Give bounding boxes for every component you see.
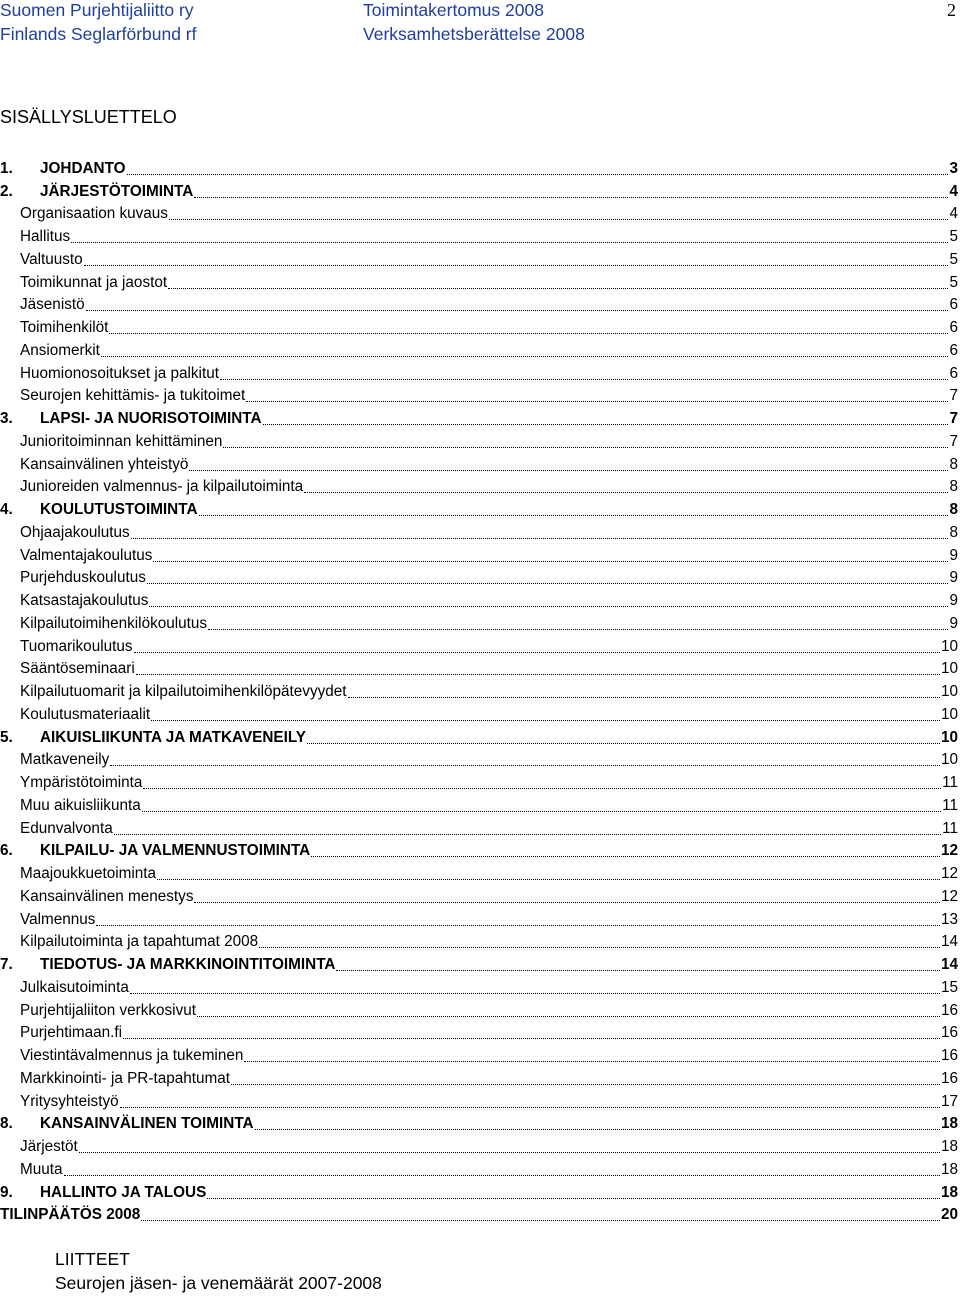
toc-entry-number: 9. xyxy=(0,1183,13,1201)
toc-entry-label: Jäsenistö xyxy=(20,296,85,314)
toc-entry-page: 7 xyxy=(949,387,958,405)
toc-entry-label: Viestintävalmennus ja tukeminen xyxy=(20,1047,244,1064)
toc-entry-page: 5 xyxy=(949,273,958,291)
toc-entry[interactable] xyxy=(0,474,958,497)
toc-entry-label: Katsastajakoulutus xyxy=(20,592,149,609)
toc-entry-page: 4 xyxy=(949,182,958,200)
toc-entry[interactable] xyxy=(0,383,958,406)
toc-entry-page: 17 xyxy=(940,1092,958,1110)
toc-entry[interactable] xyxy=(0,1202,958,1225)
toc-dot-leader xyxy=(71,241,948,243)
toc-entry[interactable] xyxy=(0,337,958,360)
toc-entry[interactable] xyxy=(0,1042,958,1065)
toc-entry-page: 8 xyxy=(949,455,958,473)
toc-dot-leader xyxy=(307,742,940,744)
toc-entry-page: 8 xyxy=(949,523,958,541)
toc-dot-leader xyxy=(194,196,948,198)
toc-entry[interactable] xyxy=(0,633,958,656)
toc-entry[interactable] xyxy=(0,451,958,474)
toc-entry-label: Kansainvälinen yhteistyö xyxy=(20,455,189,473)
toc-entry-page: 18 xyxy=(940,1138,958,1155)
toc-entry-page: 18 xyxy=(940,1115,958,1133)
toc-entry-number: 8. xyxy=(0,1115,13,1133)
toc-dot-leader xyxy=(120,1106,940,1108)
toc-entry-page: 6 xyxy=(949,341,958,359)
toc-entry-page: 16 xyxy=(940,1069,958,1087)
toc-entry-page: 14 xyxy=(940,956,958,973)
toc-entry-page: 16 xyxy=(940,1001,958,1019)
toc-entry[interactable] xyxy=(0,815,958,838)
toc-entry-label: Purjehduskoulutus xyxy=(20,569,146,587)
toc-entry-page: 3 xyxy=(949,159,958,177)
toc-entry[interactable] xyxy=(0,1133,958,1156)
toc-dot-leader xyxy=(194,901,940,903)
toc-entry-label: JOHDANTO xyxy=(40,159,126,177)
header-organization xyxy=(0,0,197,46)
toc-entry-page: 9 xyxy=(949,546,958,564)
toc-entry-label: Huomionosoitukset ja palkitut xyxy=(20,364,219,382)
toc-entry-page: 6 xyxy=(949,319,958,336)
toc-dot-leader xyxy=(208,628,948,630)
toc-entry-page: 20 xyxy=(940,1206,958,1224)
toc-entry[interactable] xyxy=(0,929,958,952)
toc-entry-number: 1. xyxy=(0,159,13,177)
toc-entry-label: Julkaisutoiminta xyxy=(20,978,129,996)
toc-entry-label: Hallitus xyxy=(20,228,71,245)
toc-dot-leader xyxy=(84,264,949,266)
toc-entry-label: Sääntöseminaari xyxy=(20,660,135,678)
toc-dot-leader xyxy=(255,1128,940,1130)
toc-entry-page: 12 xyxy=(940,887,958,905)
toc-dot-leader xyxy=(101,355,949,357)
toc-dot-leader xyxy=(136,673,940,675)
table-of-contents xyxy=(0,155,958,1224)
toc-entry-label: Organisaation kuvaus xyxy=(20,205,168,223)
toc-dot-leader xyxy=(246,400,948,402)
toc-entry-page: 18 xyxy=(940,1160,958,1178)
toc-entry-label: Koulutusmateriaalit xyxy=(20,705,151,723)
toc-entry-page: 12 xyxy=(940,865,958,882)
toc-dot-leader xyxy=(197,1015,940,1017)
toc-dot-leader xyxy=(207,1197,940,1199)
toc-entry-label: Matkaveneily xyxy=(20,751,110,769)
header-org-fi: Suomen Purjehtijaliitto ry xyxy=(0,0,194,20)
toc-entry[interactable] xyxy=(0,405,958,428)
toc-dot-leader xyxy=(304,491,948,493)
toc-entry[interactable] xyxy=(0,542,958,565)
toc-entry[interactable] xyxy=(0,519,958,542)
toc-entry-label: Kilpailutoimihenkilökoulutus xyxy=(20,614,208,632)
appendix-title: LIITTEET xyxy=(55,1249,130,1269)
toc-dot-leader xyxy=(142,810,941,812)
toc-entry[interactable] xyxy=(0,678,958,701)
toc-dot-leader xyxy=(168,287,948,289)
toc-entry-label: Valmentajakoulutus xyxy=(20,546,153,564)
header-org-sv: Finlands Seglarförbund rf xyxy=(0,24,197,44)
toc-entry[interactable] xyxy=(0,587,958,610)
toc-dot-leader xyxy=(189,469,948,471)
toc-entry-label: Valmennus xyxy=(20,910,96,928)
toc-entry-page: 10 xyxy=(940,705,958,723)
toc-dot-leader xyxy=(123,1037,940,1039)
toc-entry-number: 5. xyxy=(0,728,13,746)
toc-entry[interactable] xyxy=(0,292,958,315)
toc-entry-page: 16 xyxy=(940,1024,958,1042)
toc-dot-leader xyxy=(79,1151,940,1153)
toc-entry[interactable] xyxy=(0,246,958,269)
toc-dot-leader xyxy=(348,696,940,698)
toc-entry-page: 10 xyxy=(940,751,958,769)
toc-entry-label: Junioritoiminnan kehittäminen xyxy=(20,432,223,450)
toc-dot-leader xyxy=(109,332,948,334)
toc-entry-label: KILPAILU- JA VALMENNUSTOIMINTA xyxy=(40,842,311,860)
toc-entry-label: Maajoukkuetoiminta xyxy=(20,865,157,882)
toc-entry[interactable] xyxy=(0,1020,958,1043)
toc-dot-leader xyxy=(130,992,940,994)
toc-title: SISÄLLYSLUETTELO xyxy=(0,107,177,127)
toc-entry[interactable] xyxy=(0,496,958,519)
toc-entry-page: 6 xyxy=(949,296,958,314)
toc-entry[interactable] xyxy=(0,428,958,451)
toc-entry-page: 9 xyxy=(949,592,958,609)
toc-entry-page: 7 xyxy=(949,432,958,450)
toc-entry-page: 18 xyxy=(940,1183,958,1201)
toc-entry-label: LAPSI- JA NUORISOTOIMINTA xyxy=(40,410,262,427)
toc-dot-leader xyxy=(127,173,949,175)
toc-entry[interactable] xyxy=(0,565,958,588)
toc-entry[interactable] xyxy=(0,701,958,724)
toc-entry[interactable] xyxy=(0,747,958,770)
toc-entry[interactable] xyxy=(0,656,958,679)
toc-entry-page: 11 xyxy=(942,819,958,837)
header-doc-fi: Toimintakertomus 2008 xyxy=(363,0,544,20)
toc-entry[interactable] xyxy=(0,155,958,178)
toc-entry[interactable] xyxy=(0,997,958,1020)
toc-entry-number: 2. xyxy=(0,182,13,200)
toc-entry-page: 4 xyxy=(949,205,958,223)
toc-entry-page: 12 xyxy=(940,842,958,860)
toc-entry-page: 11 xyxy=(942,774,958,791)
toc-dot-leader xyxy=(169,218,949,220)
toc-entry-label: Yritysyhteistyö xyxy=(20,1092,119,1110)
toc-entry-page: 8 xyxy=(949,501,958,518)
toc-entry-label: Purjehtimaan.fi xyxy=(20,1024,123,1042)
toc-entry-page: 10 xyxy=(940,728,958,746)
toc-entry[interactable] xyxy=(0,951,958,974)
toc-entry[interactable] xyxy=(0,610,958,633)
toc-entry[interactable] xyxy=(0,178,958,201)
toc-entry-number: 7. xyxy=(0,956,13,973)
toc-entry-label: Ansiomerkit xyxy=(20,341,100,359)
toc-entry-page: 9 xyxy=(949,614,958,632)
toc-entry-label: Kansainvälinen menestys xyxy=(20,887,194,905)
toc-dot-leader xyxy=(149,605,948,607)
toc-entry[interactable] xyxy=(0,906,958,929)
toc-dot-leader xyxy=(110,764,940,766)
toc-entry-label: TILINPÄÄTÖS 2008 xyxy=(0,1206,141,1224)
toc-entry-page: 6 xyxy=(949,364,958,382)
toc-entry-page: 11 xyxy=(942,796,958,814)
toc-entry-label: Ohjaajakoulutus xyxy=(20,523,130,541)
toc-entry[interactable] xyxy=(0,269,958,292)
toc-dot-leader xyxy=(141,1219,940,1221)
toc-entry-page: 7 xyxy=(949,410,958,427)
toc-dot-leader xyxy=(86,309,949,311)
toc-entry-label: JÄRJESTÖTOIMINTA xyxy=(40,182,194,200)
toc-entry-label: Kilpailutuomarit ja kilpailutoimihenkilöpätevyydet xyxy=(20,683,347,700)
toc-entry[interactable] xyxy=(0,360,958,383)
toc-dot-leader xyxy=(131,537,949,539)
toc-dot-leader xyxy=(147,582,949,584)
toc-entry-number: 4. xyxy=(0,501,13,518)
toc-entry-number: 6. xyxy=(0,842,13,860)
toc-entry-label: Ympäristötoiminta xyxy=(20,774,143,791)
page-number: 2 xyxy=(947,0,956,20)
toc-entry[interactable] xyxy=(0,860,958,883)
toc-entry-page: 5 xyxy=(949,250,958,268)
toc-entry[interactable] xyxy=(0,1179,958,1202)
toc-entry-label: TIEDOTUS- JA MARKKINOINTITOIMINTA xyxy=(40,956,336,973)
toc-entry[interactable] xyxy=(0,223,958,246)
toc-dot-leader xyxy=(244,1060,940,1062)
toc-dot-leader xyxy=(153,560,948,562)
toc-entry-label: Muuta xyxy=(20,1160,63,1178)
toc-entry[interactable] xyxy=(0,792,958,815)
toc-entry-page: 14 xyxy=(940,933,958,951)
toc-entry-label: Markkinointi- ja PR-tapahtumat xyxy=(20,1069,230,1087)
toc-entry-page: 15 xyxy=(940,978,958,996)
toc-entry-label: Muu aikuisliikunta xyxy=(20,796,141,814)
toc-entry-label: Edunvalvonta xyxy=(20,819,113,837)
toc-entry-page: 5 xyxy=(949,228,958,245)
toc-dot-leader xyxy=(311,855,940,857)
toc-entry-label: KANSAINVÄLINEN TOIMINTA xyxy=(40,1115,254,1133)
toc-dot-leader xyxy=(223,446,948,448)
toc-entry-label: Tuomarikoulutus xyxy=(20,637,133,655)
toc-entry[interactable] xyxy=(0,1111,958,1134)
toc-dot-leader xyxy=(151,719,940,721)
toc-entry[interactable] xyxy=(0,201,958,224)
toc-entry[interactable] xyxy=(0,1088,958,1111)
toc-dot-leader xyxy=(199,514,949,516)
toc-entry-label: Toimihenkilöt xyxy=(20,319,109,336)
toc-dot-leader xyxy=(143,787,941,789)
toc-entry-page: 9 xyxy=(949,569,958,587)
toc-dot-leader xyxy=(220,378,949,380)
toc-dot-leader xyxy=(336,969,940,971)
toc-entry-label: HALLINTO JA TALOUS xyxy=(40,1183,207,1201)
toc-dot-leader xyxy=(114,833,941,835)
toc-entry-page: 8 xyxy=(949,478,958,496)
toc-entry[interactable] xyxy=(0,769,958,792)
toc-dot-leader xyxy=(231,1083,940,1085)
toc-dot-leader xyxy=(259,946,940,948)
toc-dot-leader xyxy=(64,1174,940,1176)
appendix-item: Seurojen jäsen- ja venemäärät 2007-2008 xyxy=(55,1273,382,1293)
toc-entry-label: Kilpailutoiminta ja tapahtumat 2008 xyxy=(20,933,259,951)
toc-entry-label: Valtuusto xyxy=(20,250,83,268)
toc-dot-leader xyxy=(157,878,940,880)
header-doc-sv: Verksamhetsberättelse 2008 xyxy=(363,24,585,44)
toc-entry-page: 10 xyxy=(940,683,958,700)
toc-entry-page: 13 xyxy=(940,910,958,928)
toc-entry-label: Purjehtijaliiton verkkosivut xyxy=(20,1001,196,1019)
toc-entry-label: Seurojen kehittämis- ja tukitoimet xyxy=(20,387,246,405)
toc-entry-label: AIKUISLIIKUNTA JA MATKAVENEILY xyxy=(40,728,307,746)
toc-entry-page: 16 xyxy=(940,1047,958,1064)
toc-entry[interactable] xyxy=(0,724,958,747)
toc-entry-page: 10 xyxy=(940,637,958,655)
toc-entry[interactable] xyxy=(0,974,958,997)
toc-entry[interactable] xyxy=(0,1065,958,1088)
toc-entry[interactable] xyxy=(0,1156,958,1179)
toc-entry-number: 3. xyxy=(0,410,13,427)
toc-entry[interactable] xyxy=(0,314,958,337)
toc-entry[interactable] xyxy=(0,883,958,906)
toc-dot-leader xyxy=(96,924,940,926)
header-document xyxy=(363,0,585,46)
toc-entry-label: KOULUTUSTOIMINTA xyxy=(40,501,198,518)
toc-entry-label: Junioreiden valmennus- ja kilpailutoiminta xyxy=(20,478,304,496)
toc-entry-label: Toimikunnat ja jaostot xyxy=(20,273,168,291)
toc-dot-leader xyxy=(263,423,949,425)
toc-entry-label: Järjestöt xyxy=(20,1138,78,1155)
toc-entry[interactable] xyxy=(0,838,958,861)
toc-entry-page: 10 xyxy=(940,660,958,678)
toc-dot-leader xyxy=(134,651,940,653)
